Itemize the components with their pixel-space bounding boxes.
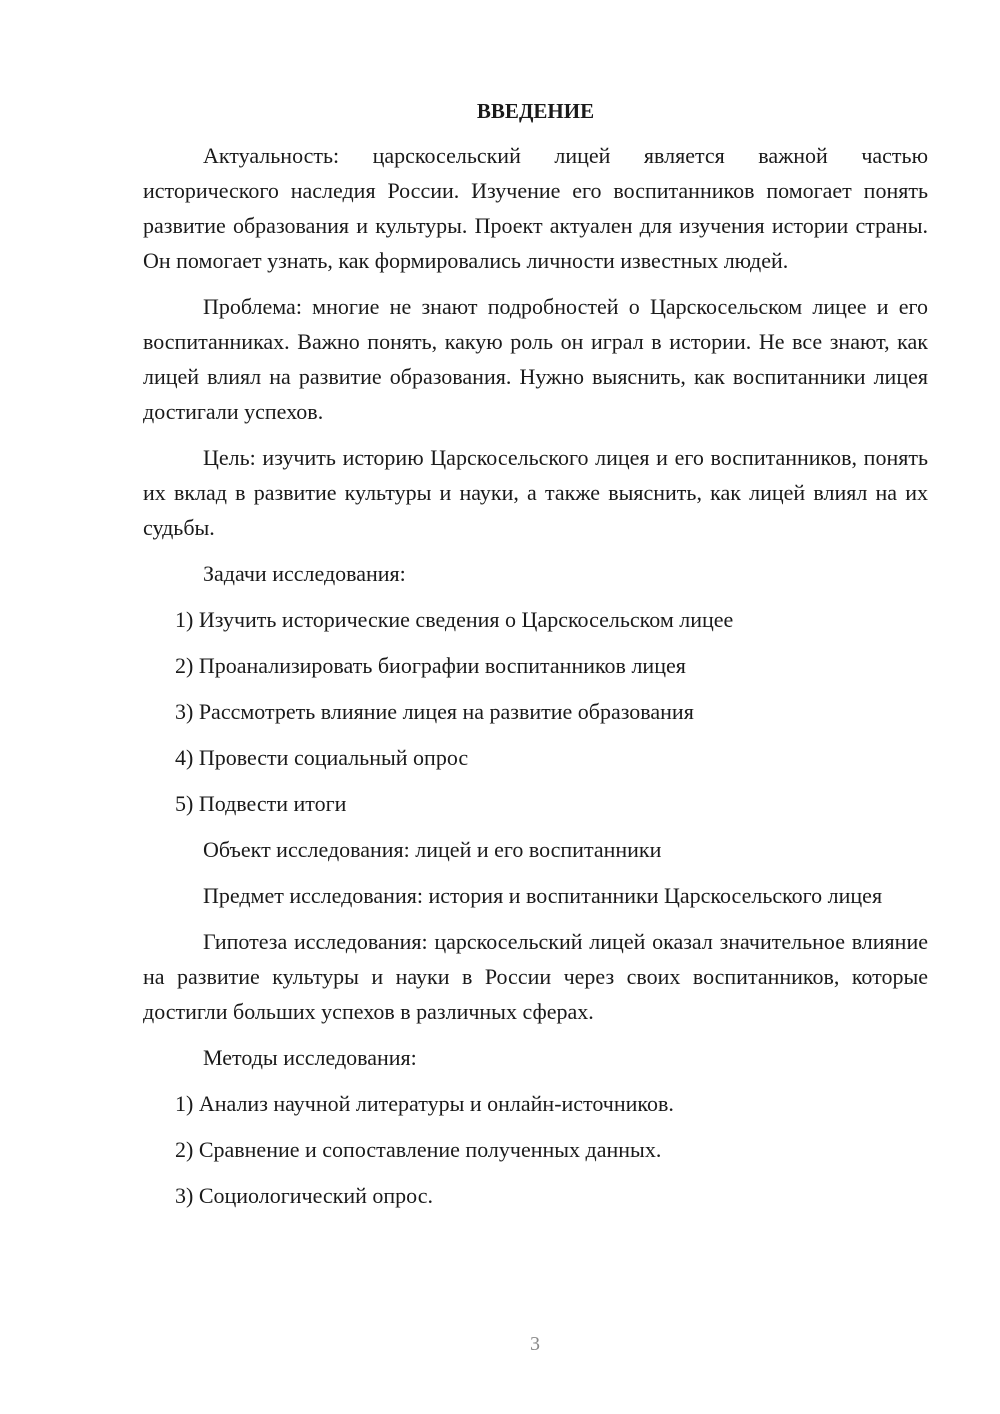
research-subject: Предмет исследования: история и воспитанники Царскосельского лицея [203, 883, 883, 908]
goal-paragraph: Цель: изучить историю Царскосельского лицея и его воспитанников, понять их вклад в развитие культуры и науки, а также выяснить, как лицей влиял на их судьбы. [143, 445, 928, 540]
task-item: 1) Изучить исторические сведения о Царскосельском лицее [175, 607, 734, 632]
task-item: 2) Проанализировать биографии воспитанников лицея [175, 653, 686, 678]
task-item: 3) Рассмотреть влияние лицея на развитие образования [175, 699, 694, 724]
methods-heading: Методы исследования: [203, 1045, 417, 1070]
tasks-heading: Задачи исследования: [203, 561, 406, 586]
page-content [143, 94, 928, 1224]
relevance-paragraph: Актуальность: царскосельский лицей является важной частью исторического наследия России. Изучение его воспитанников помогает понять развитие образования и культуры. Проект актуален для изучения истории страны. Он помогает узнать, как формировались личности известных людей. [143, 143, 928, 273]
page-number: 3 [530, 1333, 540, 1355]
method-item: 1) Анализ научной литературы и онлайн-источников. [175, 1091, 674, 1116]
method-item: 2) Сравнение и сопоставление полученных данных. [175, 1137, 662, 1162]
method-item: 3) Социологический опрос. [175, 1183, 433, 1208]
research-hypothesis: Гипотеза исследования: царскосельский лицей оказал значительное влияние на развитие культуры и науки в России через своих воспитанников, которые достигли больших успехов в различных сферах. [143, 929, 928, 1024]
problem-paragraph: Проблема: многие не знают подробностей о Царскосельском лицее и его воспитанниках. Важно понять, какую роль он играл в истории. Не все знают, как лицей влиял на развитие образования. Нужно выяснить, как воспитанники лицея достигали успехов. [143, 294, 928, 424]
section-title: ВВЕДЕНИЕ [476, 99, 595, 123]
task-item: 4) Провести социальный опрос [175, 745, 469, 770]
task-item: 5) Подвести итоги [175, 791, 347, 816]
research-object: Объект исследования: лицей и его воспитанники [203, 837, 662, 862]
